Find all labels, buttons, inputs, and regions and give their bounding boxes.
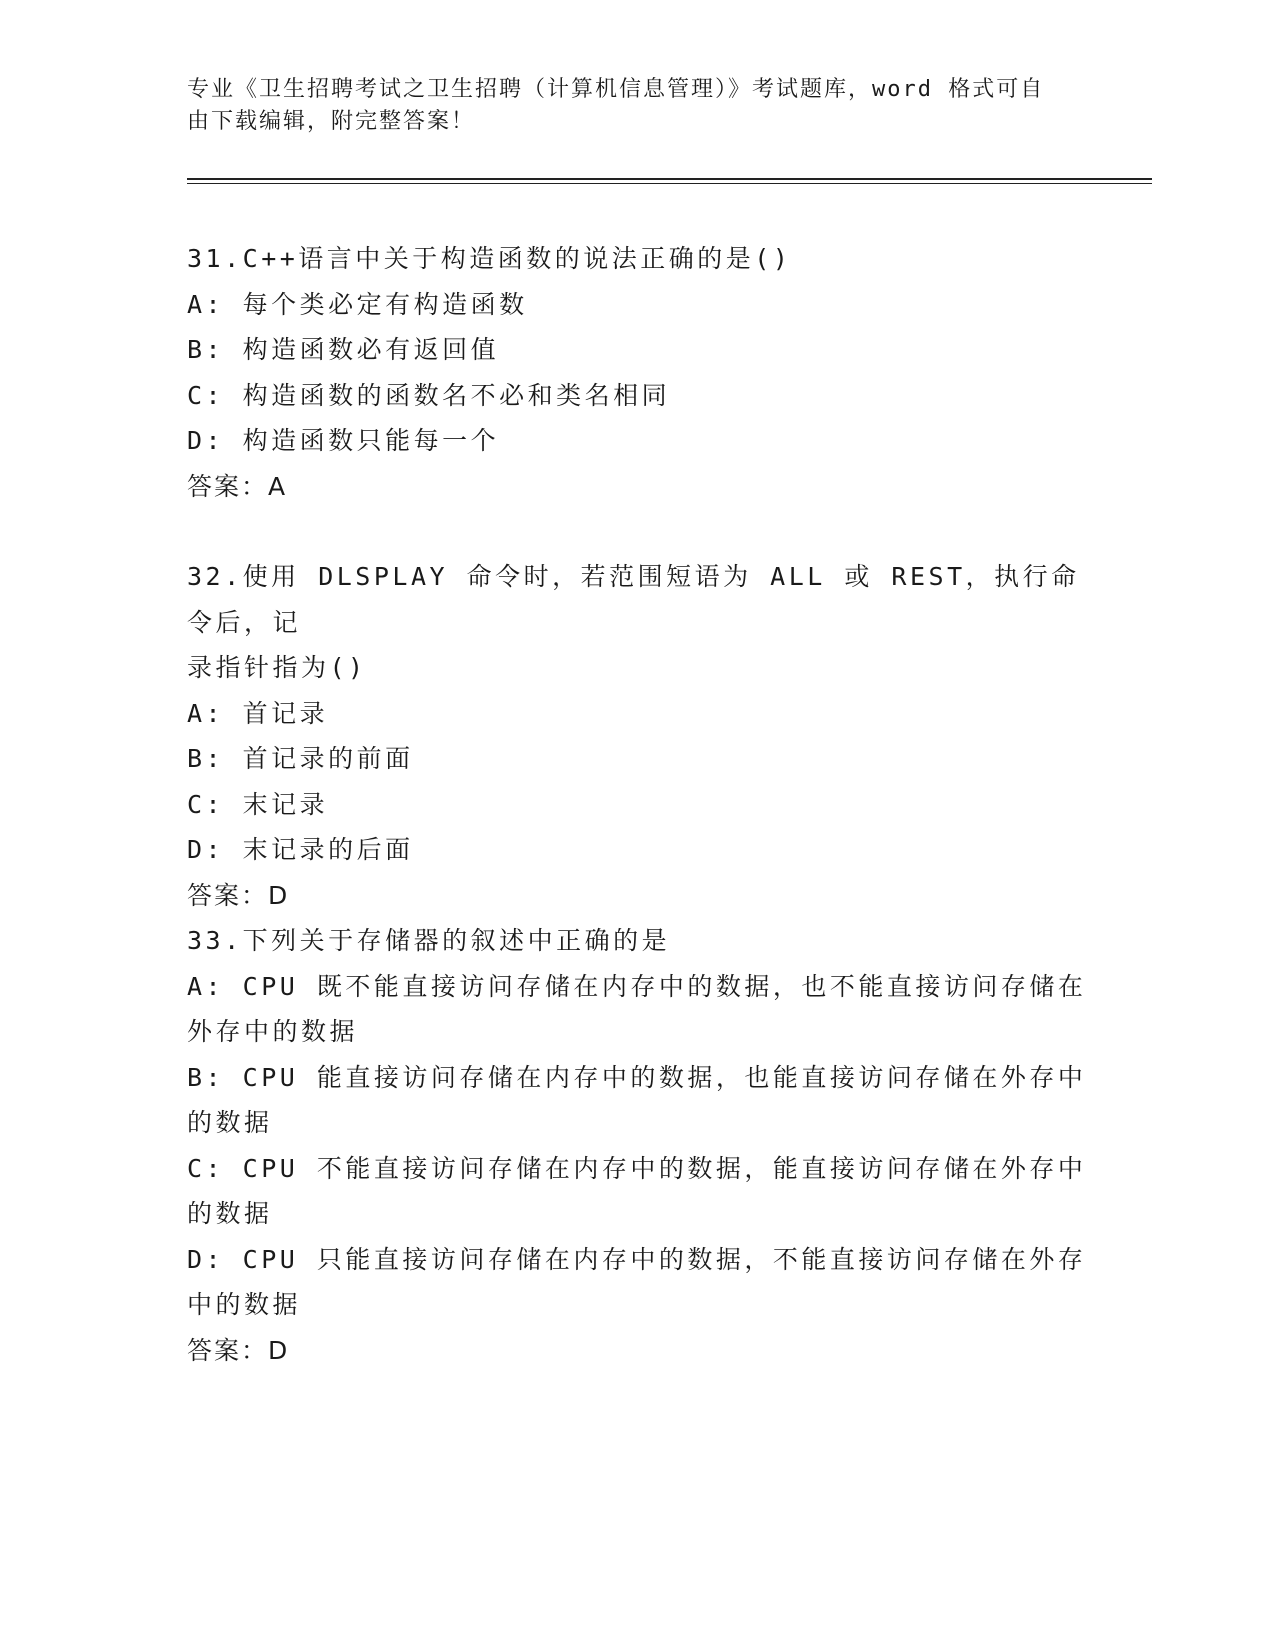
document-header: [187, 74, 1067, 138]
question-stem-cont: 录指针指为(): [187, 653, 367, 682]
option-a: A: CPU 既不能直接访问存储在内存中的数据，也不能直接访问存储在: [187, 971, 1087, 1001]
answer-label: 答案：D: [187, 880, 290, 910]
option-c: C: 末记录: [187, 789, 329, 819]
option-b: B: CPU 能直接访问存储在内存中的数据，也能直接访问存储在外存中: [187, 1062, 1087, 1092]
option-b: B: 构造函数必有返回值: [187, 335, 500, 364]
header-divider-thin: [187, 183, 1152, 184]
option-a: A: 每个类必定有构造函数: [187, 289, 528, 319]
question-stem: 33.下列关于存储器的叙述中正确的是: [187, 926, 671, 955]
option-c: C: 构造函数的函数名不必和类名相同: [187, 380, 671, 410]
option-d: D: CPU 只能直接访问存储在内存中的数据，不能直接访问存储在外存: [187, 1244, 1087, 1274]
question-stem: 31.C++语言中关于构造函数的说法正确的是(): [187, 244, 792, 273]
option-a-cont: 外存中的数据: [187, 1017, 359, 1046]
option-d-cont: 中的数据: [187, 1290, 302, 1319]
option-d: D: 末记录的后面: [187, 835, 414, 864]
option-c-cont: 的数据: [187, 1199, 273, 1228]
header-divider-thick: [187, 178, 1152, 180]
option-b: B: 首记录的前面: [187, 744, 414, 773]
option-b-cont: 的数据: [187, 1108, 273, 1137]
question-31: [187, 236, 1087, 509]
option-a: A: 首记录: [187, 698, 329, 728]
option-d: D: 构造函数只能每一个: [187, 426, 500, 455]
answer-label: 答案：A: [187, 471, 288, 501]
option-c: C: CPU 不能直接访问存储在内存中的数据，能直接访问存储在外存中: [187, 1153, 1087, 1183]
question-stem: 32.使用 DLSPLAY 命令时，若范围短语为 ALL 或 REST，执行命令后，记: [187, 562, 1080, 637]
question-33: [187, 918, 1087, 1373]
answer-label: 答案：D: [187, 1335, 290, 1365]
question-32: [187, 554, 1087, 918]
header-line-2: 由下载编辑，附完整答案！: [187, 109, 476, 134]
header-line-1: 专业《卫生招聘考试之卫生招聘（计算机信息管理）》考试题库，word 格式可自: [187, 77, 1045, 102]
document-page: [187, 0, 1147, 1650]
